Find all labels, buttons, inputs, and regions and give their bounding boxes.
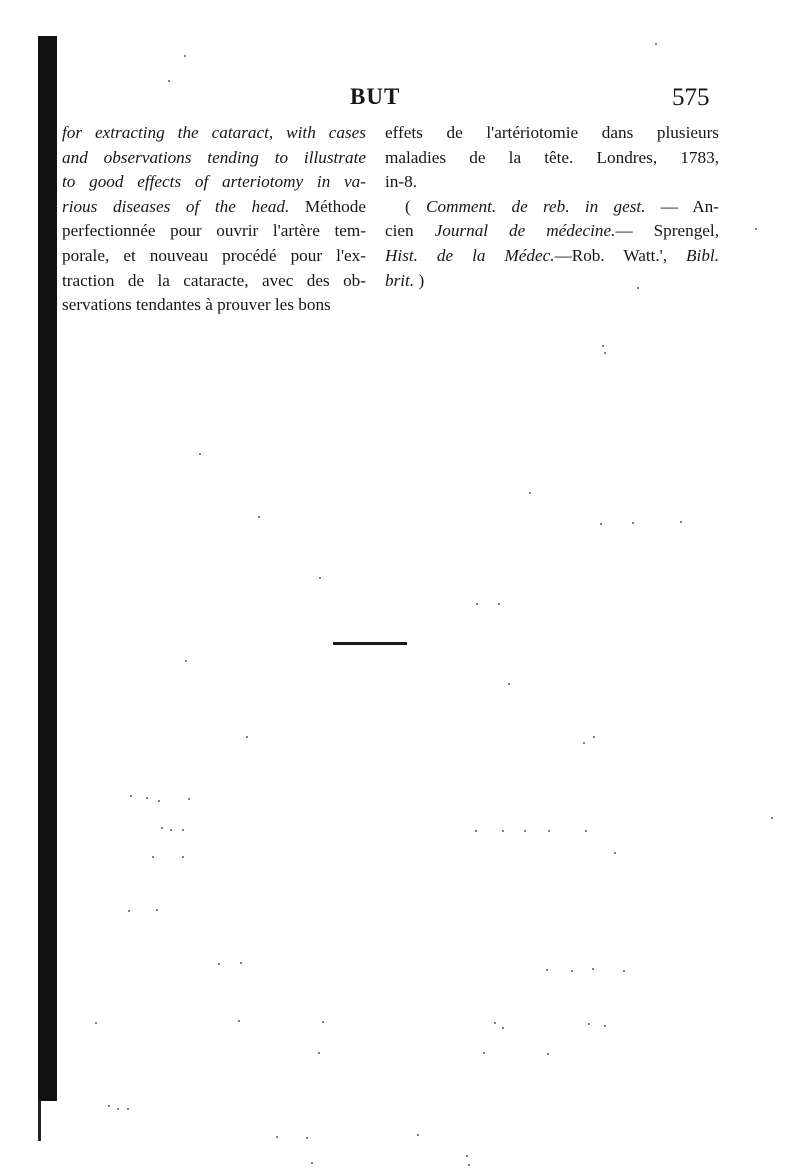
speck bbox=[604, 352, 606, 354]
speck bbox=[170, 829, 172, 831]
speck bbox=[184, 55, 186, 57]
text-line bbox=[62, 219, 366, 244]
speck bbox=[95, 1022, 97, 1024]
text-line bbox=[62, 244, 366, 269]
running-head: BUT bbox=[350, 84, 401, 109]
italic-run: Bibl. bbox=[686, 245, 719, 265]
speck bbox=[546, 969, 548, 971]
speck bbox=[771, 817, 773, 819]
speck bbox=[571, 970, 573, 972]
speck bbox=[322, 1021, 324, 1023]
text-line bbox=[385, 244, 719, 269]
speck bbox=[240, 962, 242, 964]
page-number: 575 bbox=[672, 84, 710, 111]
right-text-column bbox=[385, 121, 719, 293]
text-run: porale, et nouveau procédé pour l'ex- bbox=[62, 245, 366, 265]
speck bbox=[502, 830, 504, 832]
speck bbox=[182, 829, 184, 831]
speck bbox=[117, 1108, 119, 1110]
text-line bbox=[62, 293, 366, 318]
speck bbox=[475, 830, 477, 832]
speck bbox=[494, 1022, 496, 1024]
text-line bbox=[385, 146, 719, 171]
speck bbox=[604, 1025, 606, 1027]
text-run: perfectionnée pour ouvrir l'artère tem- bbox=[62, 221, 366, 241]
text-line bbox=[62, 269, 366, 294]
speck bbox=[680, 521, 682, 523]
speck bbox=[319, 577, 321, 579]
text-line bbox=[385, 170, 719, 195]
text-line bbox=[385, 219, 719, 244]
speck bbox=[128, 910, 130, 912]
speck bbox=[466, 1155, 468, 1157]
speck bbox=[498, 603, 500, 605]
speck bbox=[318, 1052, 320, 1054]
italic-run: brit. bbox=[385, 270, 415, 290]
binding-shadow bbox=[38, 36, 57, 1101]
text-line bbox=[385, 269, 719, 294]
speck bbox=[602, 345, 604, 347]
speck bbox=[311, 1162, 313, 1164]
italic-run: Hist. de la Médec. bbox=[385, 245, 555, 265]
speck bbox=[593, 736, 595, 738]
speck bbox=[158, 800, 160, 802]
text-run: traction de la cataracte, avec des ob- bbox=[62, 270, 366, 290]
speck bbox=[161, 827, 163, 829]
speck bbox=[548, 830, 550, 832]
italic-run: Journal de médecine. bbox=[434, 221, 616, 241]
text-run: ( bbox=[405, 196, 427, 216]
speck bbox=[547, 1053, 549, 1055]
speck bbox=[156, 909, 158, 911]
speck bbox=[529, 492, 531, 494]
italic-run: rious diseases of the head. bbox=[62, 196, 305, 216]
text-run: cien bbox=[385, 221, 435, 241]
text-line bbox=[62, 146, 366, 171]
speck bbox=[146, 797, 148, 799]
speck bbox=[199, 453, 201, 455]
speck bbox=[417, 1134, 419, 1136]
speck bbox=[276, 1136, 278, 1138]
speck bbox=[655, 43, 657, 45]
binding-edge bbox=[38, 1101, 41, 1141]
speck bbox=[592, 968, 594, 970]
speck bbox=[218, 963, 220, 965]
italic-run: and observations tending to illustrate bbox=[62, 147, 366, 167]
speck bbox=[246, 736, 248, 738]
left-text-column bbox=[62, 121, 366, 318]
text-run: effets de l'artériotomie dans plusieurs bbox=[385, 123, 719, 142]
speck bbox=[182, 856, 184, 858]
speck bbox=[585, 830, 587, 832]
text-run: — Sprengel, bbox=[615, 221, 719, 241]
speck bbox=[168, 80, 170, 82]
text-line bbox=[385, 195, 719, 220]
speck bbox=[632, 522, 634, 524]
text-run: ) bbox=[414, 270, 425, 290]
text-run: maladies de la tête. Londres, 1783, bbox=[385, 147, 719, 167]
speck bbox=[152, 856, 154, 858]
speck bbox=[127, 1108, 129, 1110]
speck bbox=[306, 1137, 308, 1139]
text-line bbox=[62, 195, 366, 220]
text-run: — An- bbox=[645, 196, 719, 216]
speck bbox=[258, 516, 260, 518]
italic-run: Comment. de reb. in gest. bbox=[426, 196, 646, 216]
text-run: in-8. bbox=[385, 172, 417, 192]
text-run: Méthode bbox=[304, 196, 366, 216]
speck bbox=[583, 742, 585, 744]
speck bbox=[238, 1020, 240, 1022]
speck bbox=[614, 852, 616, 854]
speck bbox=[623, 970, 625, 972]
text-line bbox=[385, 121, 719, 146]
speck bbox=[524, 830, 526, 832]
speck bbox=[508, 683, 510, 685]
text-run: servations tendantes à prouver les bons bbox=[62, 295, 331, 315]
speck bbox=[130, 795, 132, 797]
speck bbox=[755, 228, 757, 230]
italic-run: for extracting the cataract, with cases bbox=[62, 123, 366, 142]
italic-run: to good effects of arteriotomy in va- bbox=[62, 172, 366, 192]
speck bbox=[600, 523, 602, 525]
text-line bbox=[62, 121, 366, 146]
speck bbox=[588, 1023, 590, 1025]
speck bbox=[483, 1052, 485, 1054]
section-rule bbox=[333, 642, 407, 645]
speck bbox=[188, 798, 190, 800]
speck bbox=[637, 287, 639, 289]
speck bbox=[476, 603, 478, 605]
text-run: —Rob. Watt.', bbox=[554, 245, 687, 265]
speck bbox=[502, 1027, 504, 1029]
text-line bbox=[62, 170, 366, 195]
speck bbox=[185, 660, 187, 662]
speck bbox=[108, 1105, 110, 1107]
speck bbox=[468, 1164, 470, 1166]
